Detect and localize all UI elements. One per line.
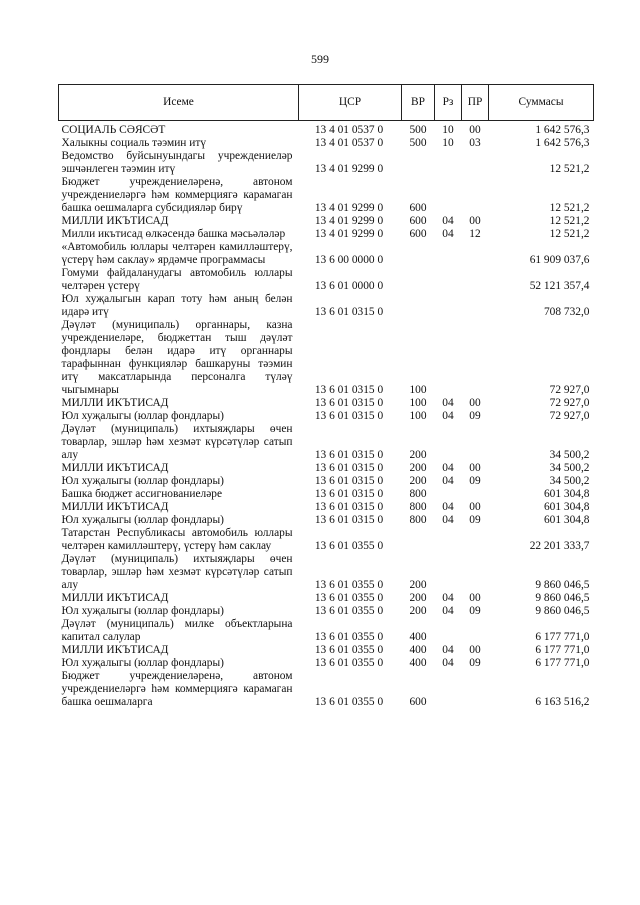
- cell-vr: [402, 150, 435, 176]
- column-header-csr: ЦСР: [299, 85, 402, 121]
- cell-pr: 00: [469, 124, 481, 136]
- table-row: [59, 215, 594, 228]
- cell-sum: 12 521,2: [549, 163, 590, 175]
- cell-vr: 400: [409, 644, 427, 656]
- cell-csr: 13 4 01 0537 0: [314, 124, 384, 136]
- cell-name: Юл хуҗалыгы (юллар фондлары): [61, 410, 224, 422]
- cell-sum: 34 500,2: [549, 475, 590, 487]
- cell-csr: 13 6 01 0355 0: [314, 579, 384, 591]
- cell-rz: 10: [442, 137, 454, 149]
- cell-sum: 72 927,0: [549, 397, 590, 409]
- cell-csr: 13 4 01 9299 0: [314, 202, 384, 214]
- cell-vr: 200: [409, 605, 427, 617]
- cell-rz: 04: [442, 475, 454, 487]
- cell-pr: [462, 527, 489, 553]
- cell-sum: 1 642 576,3: [535, 137, 590, 149]
- cell-sum: 12 521,2: [549, 228, 590, 240]
- table-body: [59, 121, 594, 710]
- cell-vr: [402, 293, 435, 319]
- cell-csr: 13 6 01 0355 0: [314, 644, 384, 656]
- cell-pr: [462, 670, 489, 709]
- cell-vr: 500: [409, 124, 427, 136]
- table-row: [59, 423, 594, 462]
- cell-pr: 00: [469, 501, 481, 513]
- cell-name: Ведомство буйсынуындагы учреждениеләр эшчәнлеген тәэмин итү: [61, 150, 293, 175]
- cell-rz: 04: [442, 644, 454, 656]
- cell-pr: 03: [469, 137, 481, 149]
- cell-vr: 100: [409, 384, 427, 396]
- cell-sum: 6 163 516,2: [535, 696, 590, 708]
- cell-rz: 04: [442, 592, 454, 604]
- table-row: [59, 605, 594, 618]
- cell-name: МИЛЛИ ИКЪТИСАД: [61, 462, 169, 474]
- cell-rz: [435, 241, 462, 267]
- cell-vr: 200: [409, 592, 427, 604]
- cell-name: СОЦИАЛЬ СӘЯСӘТ: [61, 124, 166, 136]
- cell-csr: 13 6 01 0315 0: [314, 449, 384, 461]
- cell-csr: 13 6 01 0315 0: [314, 384, 384, 396]
- cell-rz: 04: [442, 514, 454, 526]
- cell-pr: 09: [469, 605, 481, 617]
- cell-csr: 13 4 01 0537 0: [314, 137, 384, 149]
- cell-sum: 601 304,8: [543, 501, 590, 513]
- cell-sum: 12 521,2: [549, 215, 590, 227]
- table-row: [59, 137, 594, 150]
- cell-name: Юл хуҗалыгы (юллар фондлары): [61, 657, 224, 669]
- cell-csr: 13 6 01 0355 0: [314, 605, 384, 617]
- cell-name: Юл хуҗалыгы (юллар фондлары): [61, 514, 224, 526]
- cell-pr: 00: [469, 215, 481, 227]
- cell-sum: 1 642 576,3: [535, 124, 590, 136]
- cell-csr: 13 6 01 0355 0: [314, 592, 384, 604]
- cell-vr: 100: [409, 410, 427, 422]
- cell-name: Халыкны социаль тәэмин итү: [61, 137, 207, 149]
- cell-name: «Автомобиль юллары челтәрен камилләштерү, үстерү һәм саклау» ярдәмче программасы: [61, 241, 293, 266]
- cell-vr: 800: [409, 514, 427, 526]
- cell-name: МИЛЛИ ИКЪТИСАД: [61, 644, 169, 656]
- cell-csr: 13 6 00 0000 0: [314, 254, 384, 266]
- cell-pr: 00: [469, 397, 481, 409]
- cell-csr: 13 6 01 0355 0: [314, 631, 384, 643]
- cell-name: Башка бюджет ассигнованиеләре: [61, 488, 223, 500]
- table-row: [59, 592, 594, 605]
- cell-csr: 13 6 01 0315 0: [314, 488, 384, 500]
- column-header-pr: ПР: [462, 85, 489, 121]
- cell-vr: [402, 267, 435, 293]
- table-row: [59, 514, 594, 527]
- table-row: [59, 462, 594, 475]
- cell-pr: [462, 176, 489, 215]
- cell-rz: 04: [442, 410, 454, 422]
- cell-name: Бюджет учреждениеләренә, автоном учреждениеләргә һәм коммерциягә карамаган башка оешмаларга: [61, 670, 293, 708]
- cell-sum: 601 304,8: [543, 488, 590, 500]
- column-header-vr: ВР: [402, 85, 435, 121]
- cell-csr: 13 6 01 0355 0: [314, 696, 384, 708]
- cell-rz: [435, 267, 462, 293]
- cell-vr: 200: [409, 579, 427, 591]
- cell-vr: 600: [409, 696, 427, 708]
- cell-sum: 6 177 771,0: [535, 657, 590, 669]
- cell-name: Милли икътисад өлкәсендә башка мәсьәләләр: [61, 228, 286, 240]
- cell-pr: 09: [469, 657, 481, 669]
- cell-rz: 04: [442, 657, 454, 669]
- cell-rz: [435, 553, 462, 592]
- cell-rz: 04: [442, 501, 454, 513]
- cell-name: МИЛЛИ ИКЪТИСАД: [61, 501, 169, 513]
- cell-name: МИЛЛИ ИКЪТИСАД: [61, 592, 169, 604]
- table-row: [59, 527, 594, 553]
- table-row: [59, 228, 594, 241]
- cell-vr: 800: [409, 501, 427, 513]
- cell-sum: 9 860 046,5: [535, 579, 590, 591]
- cell-pr: 00: [469, 644, 481, 656]
- table-row: [59, 150, 594, 176]
- cell-csr: 13 4 01 9299 0: [314, 228, 384, 240]
- column-header-name: Исеме: [59, 85, 299, 121]
- cell-name: Юл хуҗалыгы (юллар фондлары): [61, 475, 224, 487]
- cell-sum: 6 177 771,0: [535, 644, 590, 656]
- cell-rz: [435, 176, 462, 215]
- cell-vr: 600: [409, 228, 427, 240]
- cell-vr: 200: [409, 475, 427, 487]
- table-row: [59, 670, 594, 709]
- cell-vr: 400: [409, 631, 427, 643]
- cell-rz: [435, 527, 462, 553]
- table-row: [59, 241, 594, 267]
- table-row: [59, 475, 594, 488]
- cell-pr: [462, 488, 489, 501]
- cell-csr: 13 6 01 0315 0: [314, 462, 384, 474]
- cell-csr: 13 6 01 0355 0: [314, 657, 384, 669]
- cell-sum: 61 909 037,6: [529, 254, 590, 266]
- cell-csr: 13 6 01 0315 0: [314, 306, 384, 318]
- cell-rz: 04: [442, 605, 454, 617]
- table-row: [59, 553, 594, 592]
- table-row: [59, 488, 594, 501]
- cell-sum: 22 201 333,7: [529, 540, 590, 552]
- cell-name: МИЛЛИ ИКЪТИСАД: [61, 215, 169, 227]
- cell-name: Дәүләт (муниципаль) органнары, казна учреждениеләре, бюджеттан тыш дәүләт фондлары белән идарә итү органнары тарафыннан функцияләр башкаруны тәэмин итү максатларында персоналга түләү чыгымнары: [61, 319, 293, 396]
- cell-rz: 04: [442, 462, 454, 474]
- cell-sum: 72 927,0: [549, 410, 590, 422]
- cell-pr: [462, 293, 489, 319]
- cell-rz: 04: [442, 215, 454, 227]
- cell-name: Бюджет учреждениеләренә, автоном учреждениеләргә һәм коммерциягә карамаган башка оешмаларга субсидияләр бирү: [61, 176, 293, 214]
- cell-sum: 34 500,2: [549, 462, 590, 474]
- cell-pr: 09: [469, 410, 481, 422]
- cell-pr: 00: [469, 592, 481, 604]
- column-header-sum: Суммасы: [489, 85, 594, 121]
- cell-pr: 12: [469, 228, 481, 240]
- cell-name: Дәүләт (муниципаль) ихтыяҗлары өчен товарлар, эшләр һәм хезмәт күрсәтүләр сатып алу: [61, 423, 293, 461]
- table-row: [59, 618, 594, 644]
- cell-rz: [435, 488, 462, 501]
- cell-name: Татарстан Республикасы автомобиль юллары челтәрен камилләштерү, үстерү һәм саклау: [61, 527, 293, 552]
- cell-rz: 04: [442, 397, 454, 409]
- cell-csr: 13 6 01 0315 0: [314, 397, 384, 409]
- cell-rz: [435, 319, 462, 397]
- cell-rz: [435, 150, 462, 176]
- cell-vr: 600: [409, 202, 427, 214]
- cell-csr: 13 6 01 0355 0: [314, 540, 384, 552]
- cell-vr: 200: [409, 449, 427, 461]
- table-row: [59, 121, 594, 138]
- cell-name: Дәүләт (муниципаль) ихтыяҗлары өчен товарлар, эшләр һәм хезмәт күрсәтүләр сатып алу: [61, 553, 293, 591]
- cell-name: МИЛЛИ ИКЪТИСАД: [61, 397, 169, 409]
- cell-name: Юл хуҗалыгын карап тоту һәм аның белән идарә итү: [61, 293, 293, 318]
- cell-pr: [462, 553, 489, 592]
- cell-pr: [462, 618, 489, 644]
- cell-sum: 12 521,2: [549, 202, 590, 214]
- cell-rz: [435, 670, 462, 709]
- cell-rz: [435, 293, 462, 319]
- budget-table-container: [58, 84, 593, 709]
- cell-vr: 500: [409, 137, 427, 149]
- cell-pr: [462, 267, 489, 293]
- cell-name: Юл хуҗалыгы (юллар фондлары): [61, 605, 224, 617]
- table-header-row: [59, 85, 594, 121]
- cell-vr: 400: [409, 657, 427, 669]
- cell-sum: 52 121 357,4: [529, 280, 590, 292]
- cell-sum: 9 860 046,5: [535, 592, 590, 604]
- cell-pr: 09: [469, 475, 481, 487]
- cell-sum: 34 500,2: [549, 449, 590, 461]
- table-row: [59, 319, 594, 397]
- table-row: [59, 657, 594, 670]
- table-row: [59, 267, 594, 293]
- column-header-rz: Рз: [435, 85, 462, 121]
- cell-csr: 13 6 01 0315 0: [314, 410, 384, 422]
- cell-csr: 13 6 01 0315 0: [314, 501, 384, 513]
- cell-sum: 601 304,8: [543, 514, 590, 526]
- cell-pr: [462, 241, 489, 267]
- table-row: [59, 293, 594, 319]
- cell-csr: 13 6 01 0315 0: [314, 475, 384, 487]
- table-row: [59, 501, 594, 514]
- cell-vr: 100: [409, 397, 427, 409]
- cell-pr: 00: [469, 462, 481, 474]
- cell-sum: 708 732,0: [543, 306, 590, 318]
- cell-name: Дәүләт (муниципаль) милке объектларына капитал салулар: [61, 618, 293, 643]
- table-row: [59, 176, 594, 215]
- cell-csr: 13 4 01 9299 0: [314, 215, 384, 227]
- cell-vr: 600: [409, 215, 427, 227]
- cell-pr: 09: [469, 514, 481, 526]
- table-row: [59, 644, 594, 657]
- cell-sum: 72 927,0: [549, 384, 590, 396]
- page-number: 599: [311, 52, 329, 66]
- cell-pr: [462, 150, 489, 176]
- cell-csr: 13 6 01 0000 0: [314, 280, 384, 292]
- budget-table: [58, 84, 594, 709]
- cell-sum: 6 177 771,0: [535, 631, 590, 643]
- cell-sum: 9 860 046,5: [535, 605, 590, 617]
- cell-csr: 13 6 01 0315 0: [314, 514, 384, 526]
- cell-rz: [435, 618, 462, 644]
- table-row: [59, 397, 594, 410]
- cell-pr: [462, 319, 489, 397]
- cell-rz: 04: [442, 228, 454, 240]
- cell-vr: [402, 241, 435, 267]
- cell-vr: 200: [409, 462, 427, 474]
- cell-name: Гомуми файдаланудагы автомобиль юллары челтәрен үстерү: [61, 267, 293, 292]
- cell-vr: [402, 527, 435, 553]
- cell-rz: 10: [442, 124, 454, 136]
- cell-rz: [435, 423, 462, 462]
- cell-pr: [462, 423, 489, 462]
- table-row: [59, 410, 594, 423]
- cell-vr: 800: [409, 488, 427, 500]
- cell-csr: 13 4 01 9299 0: [314, 163, 384, 175]
